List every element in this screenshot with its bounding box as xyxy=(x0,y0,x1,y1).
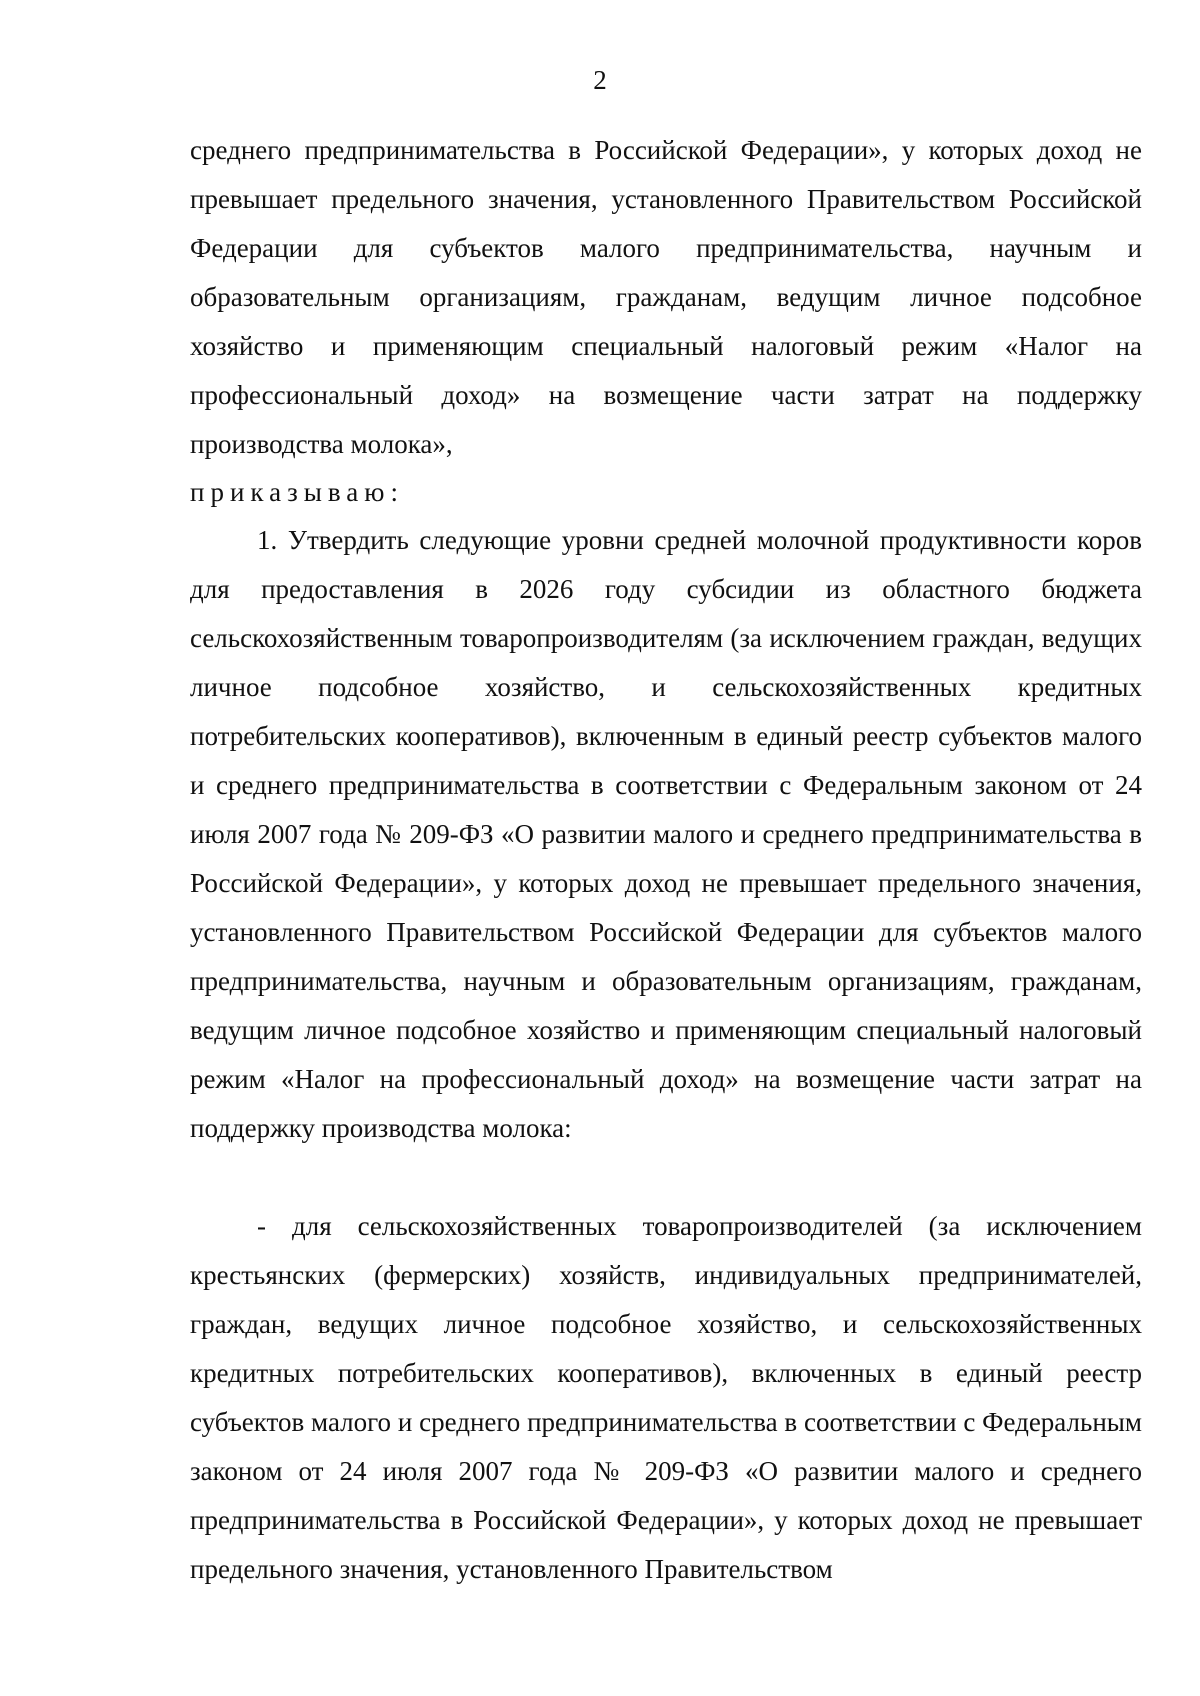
sub-item-1-paragraph xyxy=(190,1202,1142,1594)
order-word: приказываю: xyxy=(190,477,404,507)
continuation-paragraph xyxy=(190,126,1142,469)
page-number: 2 xyxy=(593,65,607,95)
item-1-paragraph xyxy=(190,516,1142,1153)
sub-item-1-text: - для сельскохозяйственных товаропроизводителей (за исключением крестьянских (фермерских) хозяйств, индивидуальных предпринимателей, граждан, ведущих личное подсобное хозяйство, и сельскохозяйственных кредитных потребительских кооперативов), включенных в единый реестр субъектов малого и среднего предпринимательства в соответствии с Федеральным законом от 24 июля 2007 года № 209-ФЗ «О развитии малого и среднего предпринимательства в Российской Федерации», у которых доход не превышает предельного значения, установленного Правительством xyxy=(190,1211,1142,1584)
continuation-text: среднего предпринимательства в Российской Федерации», у которых доход не превышает предельного значения, установленного Правительством Российской Федерации для субъектов малого предпринимательства, научным и образовательным организациям, гражданам, ведущим личное подсобное хозяйство и применяющим специальный налоговый режим «Налог на профессиональный доход» на возмещение части затрат на поддержку производства молока», xyxy=(190,135,1142,459)
order-word-line xyxy=(190,468,1142,517)
item-1-text: 1. Утвердить следующие уровни средней молочной продуктивности коров для предоставления в 2026 году субсидии из областного бюджета сельскохозяйственным товаропроизводителям (за исключением граждан, ведущих личное подсобное хозяйство, и сельскохозяйственных кредитных потребительских кооперативов), включенным в единый реестр субъектов малого и среднего предпринимательства в соответствии с Федеральным законом от 24 июля 2007 года № 209-ФЗ «О развитии малого и среднего предпринимательства в Российской Федерации», у которых доход не превышает предельного значения, установленного Правительством Российской Федерации для субъектов малого предпринимательства, научным и образовательным организациям, гражданам, ведущим личное подсобное хозяйство и применяющим специальный налоговый режим «Налог на профессиональный доход» на возмещение части затрат на поддержку производства молока: xyxy=(190,525,1142,1143)
